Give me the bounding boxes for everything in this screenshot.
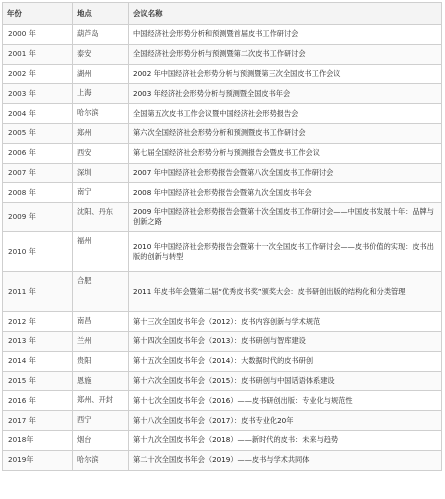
year-cell: 2014 年 (3, 351, 73, 371)
conference-name-cell: 2011 年皮书年会暨第二届“优秀皮书奖”颁奖大会：皮书研创出版的结构化和分类管理 (129, 272, 442, 312)
place-cell: 郑州、开封 (73, 391, 129, 411)
table-row (3, 391, 442, 411)
year-cell: 2007 年 (3, 163, 73, 183)
conference-table (2, 2, 442, 471)
table-row (3, 411, 442, 431)
conference-name-cell: 第十三次全国皮书年会（2012）：皮书内容创新与学术规范 (129, 312, 442, 332)
place-cell: 南昌 (73, 312, 129, 332)
place-cell: 西宁 (73, 411, 129, 431)
conference-name-cell: 全国第五次皮书工作会议暨中国经济社会形势报告会 (129, 104, 442, 124)
year-cell: 2009 年 (3, 203, 73, 232)
year-cell: 2011 年 (3, 272, 73, 312)
conference-name-cell: 全国经济社会形势分析与预测暨第二次皮书工作研讨会 (129, 44, 442, 64)
conference-name-cell: 2007 年中国经济社会形势报告会暨第八次全国皮书工作研讨会 (129, 163, 442, 183)
conference-name-cell: 第七届全国经济社会形势分析与预测报告会暨皮书工作会议 (129, 143, 442, 163)
conference-name-cell: 2010 年中国经济社会形势报告会暨第十一次全国皮书工作研讨会——皮书价值的实现：皮书出版的创新与转型 (129, 232, 442, 272)
table-row (3, 25, 442, 45)
table-row (3, 64, 442, 84)
conference-name-cell: 第十七次全国皮书年会（2016）——皮书研创出版：专业化与规范性 (129, 391, 442, 411)
header-year: 年份 (3, 3, 73, 25)
year-cell: 2019年 (3, 450, 73, 470)
year-cell: 2004 年 (3, 104, 73, 124)
year-cell: 2010 年 (3, 232, 73, 272)
place-cell: 福州 (73, 232, 129, 272)
place-cell: 湖州 (73, 64, 129, 84)
year-cell: 2003 年 (3, 84, 73, 104)
conference-name-cell: 中国经济社会形势分析和预测暨首届皮书工作研讨会 (129, 25, 442, 45)
table-row (3, 163, 442, 183)
conference-name-cell: 第十六次全国皮书年会（2015）：皮书研创与中国话语体系建设 (129, 371, 442, 391)
conference-name-cell: 第六次全国经济社会形势分析和预测暨皮书工作研讨会 (129, 123, 442, 143)
year-cell: 2016 年 (3, 391, 73, 411)
table-row (3, 331, 442, 351)
year-cell: 2012 年 (3, 312, 73, 332)
place-cell: 哈尔滨 (73, 104, 129, 124)
table-row (3, 232, 442, 272)
conference-name-cell: 第十四次全国皮书年会（2013）：皮书研创与智库建设 (129, 331, 442, 351)
table-row (3, 430, 442, 450)
conference-name-cell: 2009 年中国经济社会形势报告会暨第十次全国皮书工作研讨会——中国皮书发展十年：品牌与创新之路 (129, 203, 442, 232)
conference-name-cell: 2002 年中国经济社会形势分析与预测暨第三次全国皮书工作会议 (129, 64, 442, 84)
year-cell: 2013 年 (3, 331, 73, 351)
place-cell: 泰安 (73, 44, 129, 64)
place-cell: 沈阳、丹东 (73, 203, 129, 232)
year-cell: 2000 年 (3, 25, 73, 45)
place-cell: 贵阳 (73, 351, 129, 371)
table-row (3, 203, 442, 232)
place-cell: 南宁 (73, 183, 129, 203)
conference-name-cell: 2008 年中国经济社会形势报告会暨第九次全国皮书年会 (129, 183, 442, 203)
year-cell: 2005 年 (3, 123, 73, 143)
table-row (3, 104, 442, 124)
place-cell: 深圳 (73, 163, 129, 183)
place-cell: 兰州 (73, 331, 129, 351)
year-cell: 2015 年 (3, 371, 73, 391)
year-cell: 2006 年 (3, 143, 73, 163)
year-cell: 2018年 (3, 430, 73, 450)
table-row (3, 44, 442, 64)
table-row (3, 84, 442, 104)
table-row (3, 450, 442, 470)
conference-name-cell: 第十八次全国皮书年会（2017）：皮书专业化20年 (129, 411, 442, 431)
place-cell: 葫芦岛 (73, 25, 129, 45)
conference-name-cell: 2003 年经济社会形势分析与预测暨全国皮书年会 (129, 84, 442, 104)
table-header-row (3, 3, 442, 25)
place-cell: 郑州 (73, 123, 129, 143)
place-cell: 合肥 (73, 272, 129, 312)
place-cell: 上海 (73, 84, 129, 104)
table-row (3, 272, 442, 312)
place-cell: 烟台 (73, 430, 129, 450)
conference-name-cell: 第十五次全国皮书年会（2014）：大数据时代的皮书研创 (129, 351, 442, 371)
table-row (3, 371, 442, 391)
header-conference-name: 会议名称 (129, 3, 442, 25)
table-row (3, 312, 442, 332)
year-cell: 2017 年 (3, 411, 73, 431)
year-cell: 2008 年 (3, 183, 73, 203)
header-place: 地点 (73, 3, 129, 25)
place-cell: 哈尔滨 (73, 450, 129, 470)
place-cell: 西安 (73, 143, 129, 163)
place-cell: 恩施 (73, 371, 129, 391)
year-cell: 2001 年 (3, 44, 73, 64)
year-cell: 2002 年 (3, 64, 73, 84)
table-row (3, 351, 442, 371)
table-row (3, 143, 442, 163)
table-row (3, 183, 442, 203)
table-row (3, 123, 442, 143)
conference-name-cell: 第十九次全国皮书年会（2018）——新时代的皮书：未来与趋势 (129, 430, 442, 450)
conference-name-cell: 第二十次全国皮书年会（2019）——皮书与学术共同体 (129, 450, 442, 470)
